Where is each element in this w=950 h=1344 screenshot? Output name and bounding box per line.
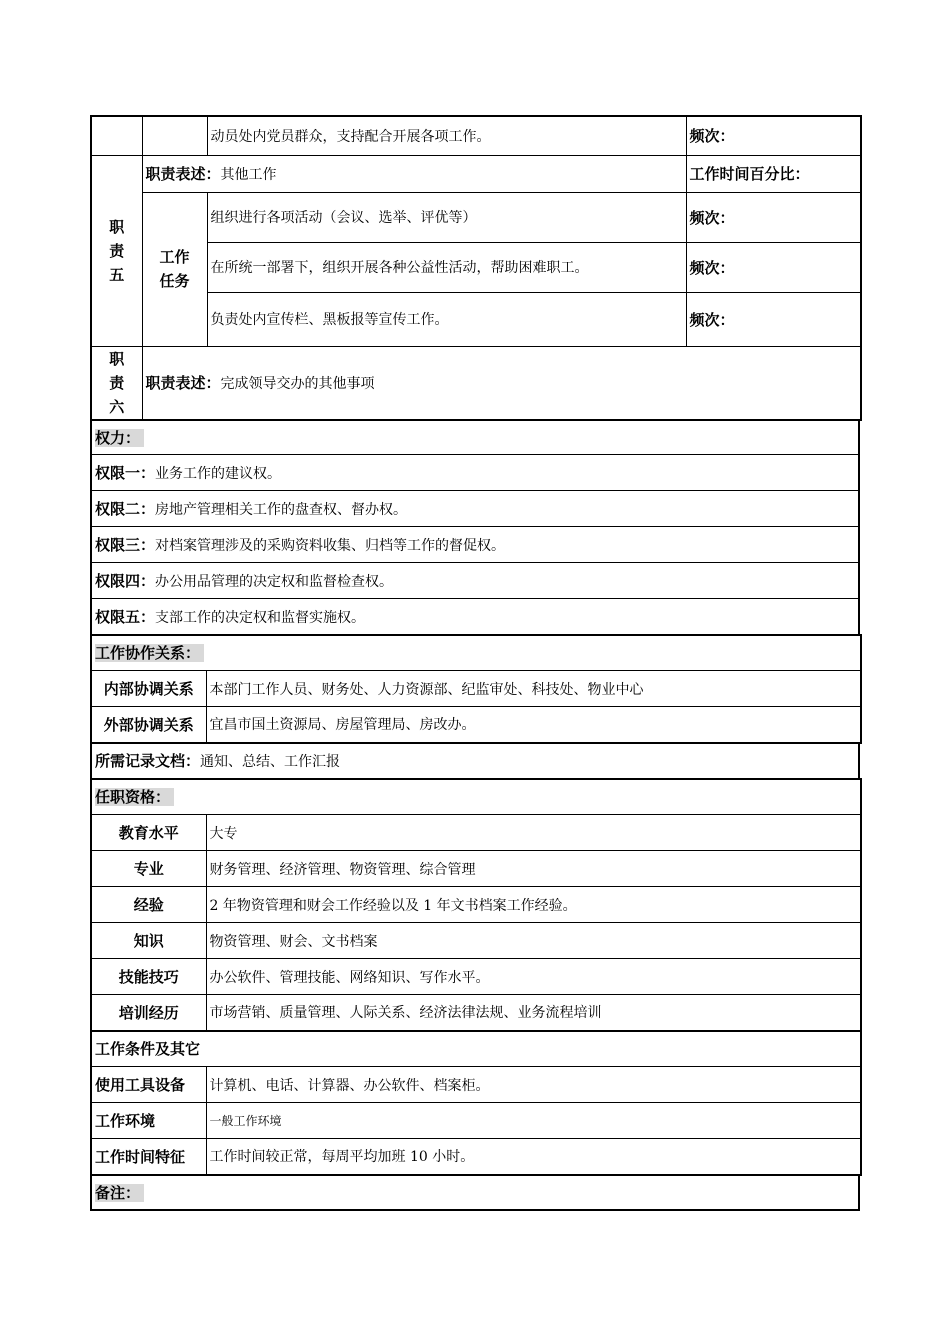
internal-label: 内部协调关系 bbox=[91, 671, 206, 707]
qualification-row bbox=[91, 959, 861, 995]
authority-text: 对档案管理涉及的采购资料收集、归档等工作的督促权。 bbox=[155, 538, 506, 554]
qualification-title-row bbox=[91, 779, 861, 815]
desc-text: 其他工作 bbox=[220, 167, 277, 183]
qualification-title: 任职资格： bbox=[91, 779, 861, 815]
task-text: 动员处内党员群众，支持配合开展各项工作。 bbox=[207, 116, 686, 155]
qualification-value: 财务管理、经济管理、物资管理、综合管理 bbox=[206, 851, 861, 887]
duties-table bbox=[90, 115, 862, 421]
conditions-table bbox=[90, 1030, 862, 1176]
authority-title: 权力： bbox=[91, 420, 859, 455]
authority-text: 业务工作的建议权。 bbox=[155, 466, 282, 482]
qualification-row bbox=[91, 923, 861, 959]
frequency-label: 频次： bbox=[686, 192, 861, 242]
duty6-description bbox=[142, 346, 861, 420]
frequency-label: 频次： bbox=[686, 242, 861, 292]
conditions-title-row bbox=[91, 1031, 861, 1067]
qualification-label: 培训经历 bbox=[91, 995, 206, 1031]
qualification-row bbox=[91, 815, 861, 851]
relations-title: 工作协作关系： bbox=[91, 635, 861, 671]
authority-item bbox=[91, 527, 859, 563]
qualification-value: 办公软件、管理技能、网络知识、写作水平。 bbox=[206, 959, 861, 995]
time-percent-label: 工作时间百分比： bbox=[686, 155, 861, 192]
job-description-document bbox=[90, 115, 860, 1211]
authority-text: 房地产管理相关工作的盘查权、督办权。 bbox=[155, 502, 408, 518]
conditions-value: 计算机、电话、计算器、办公软件、档案柜。 bbox=[206, 1067, 861, 1103]
notes-title: 备注： bbox=[91, 1175, 859, 1210]
task-text: 负责处内宣传栏、黑板报等宣传工作。 bbox=[207, 292, 686, 346]
notes-row bbox=[91, 1175, 859, 1210]
conditions-value: 工作时间较正常，每周平均加班 10 小时。 bbox=[206, 1139, 861, 1175]
relations-title-row bbox=[91, 635, 861, 671]
qualification-value: 物资管理、财会、文书档案 bbox=[206, 923, 861, 959]
qualification-value: 2 年物资管理和财会工作经验以及 1 年文书档案工作经验。 bbox=[206, 887, 861, 923]
authority-label: 权限五： bbox=[95, 607, 156, 626]
empty-cell bbox=[142, 116, 207, 155]
internal-relations-row bbox=[91, 671, 861, 707]
conditions-label: 使用工具设备 bbox=[91, 1067, 206, 1103]
records-table bbox=[90, 742, 860, 780]
relations-table bbox=[90, 634, 862, 744]
conditions-label: 工作环境 bbox=[91, 1103, 206, 1139]
conditions-row bbox=[91, 1139, 861, 1175]
task-text: 在所统一部署下，组织开展各种公益性活动，帮助困难职工。 bbox=[207, 242, 686, 292]
authority-item bbox=[91, 563, 859, 599]
authority-text: 支部工作的决定权和监督实施权。 bbox=[155, 609, 366, 626]
empty-cell bbox=[91, 116, 142, 155]
authority-label: 权限三： bbox=[95, 536, 156, 554]
external-label: 外部协调关系 bbox=[91, 707, 206, 743]
duty6-label bbox=[91, 346, 142, 420]
qualification-label: 知识 bbox=[91, 923, 206, 959]
duty5-label-text: 职责五 bbox=[109, 217, 125, 284]
authority-label: 权限一： bbox=[95, 464, 156, 482]
authority-label: 权限四： bbox=[95, 572, 156, 590]
conditions-row bbox=[91, 1103, 861, 1139]
qualification-value: 大专 bbox=[206, 815, 861, 851]
authority-title-row bbox=[91, 420, 859, 455]
conditions-value: 一般工作环境 bbox=[206, 1103, 861, 1139]
desc-text: 完成领导交办的其他事项 bbox=[220, 376, 375, 392]
notes-table bbox=[90, 1174, 860, 1211]
internal-value: 本部门工作人员、财务处、人力资源部、纪监审处、科技处、物业中心 bbox=[206, 671, 861, 707]
conditions-label: 工作时间特征 bbox=[91, 1139, 206, 1175]
duty6-label-text: 职责六 bbox=[109, 349, 125, 416]
desc-label: 职责表述： bbox=[145, 165, 221, 183]
external-value: 宜昌市国土资源局、房屋管理局、房改办。 bbox=[206, 707, 861, 743]
task-text: 组织进行各项活动（会议、选举、评优等） bbox=[207, 192, 686, 242]
tasks-label bbox=[142, 192, 207, 346]
duty-continued-row bbox=[91, 116, 861, 155]
records-text: 通知、总结、工作汇报 bbox=[200, 754, 341, 770]
desc-label: 职责表述： bbox=[145, 374, 221, 392]
authority-label: 权限二： bbox=[95, 500, 156, 518]
duty5-desc-row bbox=[91, 155, 861, 192]
frequency-label: 频次： bbox=[686, 116, 861, 155]
records-label: 所需记录文档： bbox=[95, 752, 201, 770]
conditions-title: 工作条件及其它 bbox=[91, 1031, 861, 1067]
qualification-label: 经验 bbox=[91, 887, 206, 923]
duty5-task-row bbox=[91, 242, 861, 292]
qualification-label: 专业 bbox=[91, 851, 206, 887]
qualification-value: 市场营销、质量管理、人际关系、经济法律法规、业务流程培训 bbox=[206, 995, 861, 1031]
qualification-table bbox=[90, 778, 862, 1032]
duty5-label bbox=[91, 155, 142, 346]
qualification-label: 技能技巧 bbox=[91, 959, 206, 995]
conditions-row bbox=[91, 1067, 861, 1103]
authority-text: 办公用品管理的决定权和监督检查权。 bbox=[155, 574, 394, 590]
authority-item bbox=[91, 599, 859, 635]
duty5-task-row bbox=[91, 292, 861, 346]
authority-item bbox=[91, 455, 859, 491]
records-row bbox=[91, 743, 859, 779]
qualification-row bbox=[91, 887, 861, 923]
frequency-label: 频次： bbox=[686, 292, 861, 346]
tasks-label-text: 工作任务 bbox=[159, 248, 190, 290]
external-relations-row bbox=[91, 707, 861, 743]
qualification-label: 教育水平 bbox=[91, 815, 206, 851]
duty6-row bbox=[91, 346, 861, 420]
authority-table bbox=[90, 419, 860, 636]
authority-item bbox=[91, 491, 859, 527]
qualification-row bbox=[91, 851, 861, 887]
qualification-row bbox=[91, 995, 861, 1031]
duty5-description bbox=[142, 155, 686, 192]
duty5-task-row bbox=[91, 192, 861, 242]
